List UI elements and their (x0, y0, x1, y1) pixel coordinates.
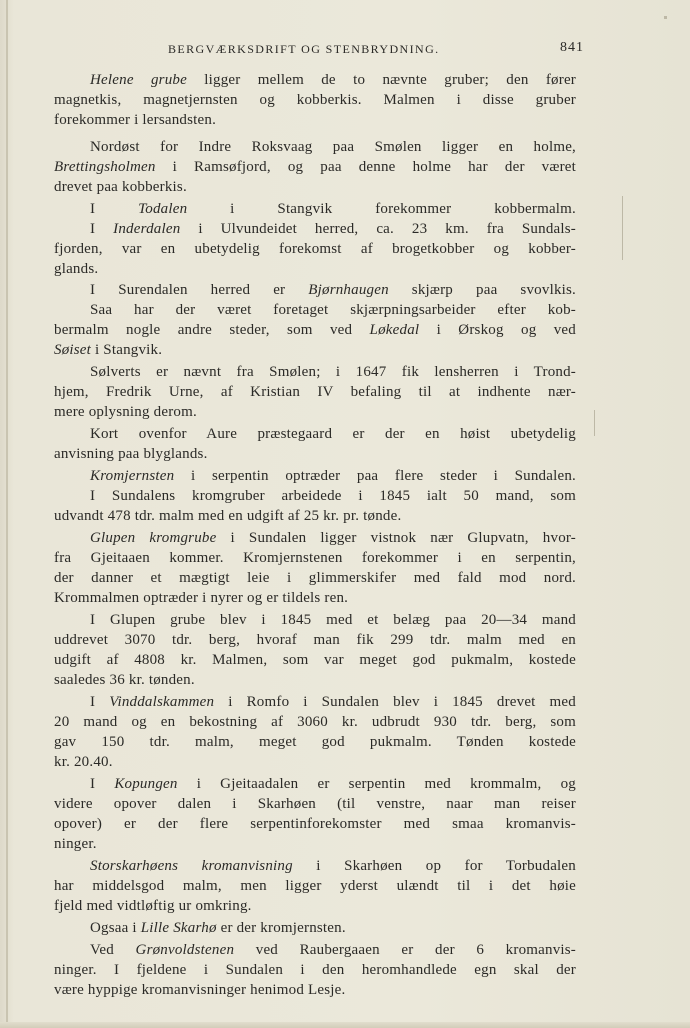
italic-place-name: Inderdalen (113, 221, 181, 237)
text-line (54, 382, 576, 402)
italic-place-name: Glupen kromgrube (90, 530, 217, 546)
text-line (90, 300, 576, 320)
line-text: i Stangvik forekommer kobbermalm. (187, 201, 576, 217)
line-text: 20 mand og en bekostning af 3060 kr. udbrudt 930 tdr. berg, som (54, 714, 576, 730)
text-line (54, 650, 576, 670)
line-text: Krommalmen optræder i nyrer og er tildels ren. (54, 590, 349, 606)
line-text: er der kromjernsten. (216, 920, 346, 936)
margin-mark (594, 410, 595, 436)
line-text: I Sundalens kromgruber arbeidede i 1845 ialt 50 mand, som (90, 488, 576, 504)
line-text: udgift af 4808 kr. Malmen, som var meget god pukmalm, kostede (54, 652, 576, 668)
line-text: forekommer i lersandsten. (54, 112, 217, 128)
corner-mark (664, 16, 667, 19)
line-text: i serpentin optræder paa flere steder i Sundalen. (174, 468, 576, 484)
italic-place-name: Brettingsholmen (54, 159, 156, 175)
italic-place-name: Lille Skarhø (140, 920, 217, 936)
line-text: I (90, 776, 115, 792)
line-text: mere oplysning derom. (54, 404, 197, 420)
text-line (54, 239, 576, 259)
line-text: i Ørskog og ved (419, 322, 576, 338)
text-line (90, 774, 576, 794)
line-text: anvisning paa blyglands. (54, 446, 208, 462)
italic-place-name: Storskarhøens kromanvisning (90, 858, 293, 874)
line-text: I Surendalen herred er (90, 282, 309, 298)
line-text: ninger. (54, 836, 97, 852)
line-text: har middelsgod malm, men ligger yderst ulændt til i det høie (54, 878, 576, 894)
line-text: magnetkis, magnetjernsten og kobberkis. Malmen i disse gruber (54, 92, 576, 108)
text-line (90, 424, 576, 444)
line-text: Kort ovenfor Aure præstegaard er der en høist ubetydelig (90, 426, 576, 442)
line-text: Sølverts er nævnt fra Smølen; i 1647 fik lensherren i Trond- (90, 364, 576, 380)
line-text: fra Gjeitaaen kommer. Kromjernstenen forekommer i en serpentin, (54, 550, 576, 566)
text-line (54, 794, 576, 814)
text-line (90, 918, 576, 938)
text-line (90, 70, 576, 90)
line-text: opover) er der flere serpentinforekomster med smaa kromanvis- (54, 816, 576, 832)
line-text: uddrevet 3070 tdr. berg, hvoraf man fik 299 tdr. malm med en (54, 632, 576, 648)
line-text: I (90, 221, 114, 237)
text-line (54, 157, 576, 177)
line-text: Ved (90, 942, 136, 958)
line-text: fjorden, var en ubetydelig forekomst af brogetkobber og kobber- (54, 241, 576, 257)
line-text: I (90, 694, 110, 710)
page-number: 841 (560, 40, 584, 55)
text-line (54, 960, 576, 980)
text-line (54, 402, 576, 422)
text-line (54, 90, 576, 110)
text-line (90, 856, 576, 876)
text-line (54, 814, 576, 834)
italic-place-name: Kopungen (114, 776, 178, 792)
text-line (90, 219, 576, 239)
text-line (54, 568, 576, 588)
text-line (54, 548, 576, 568)
text-line (90, 692, 576, 712)
line-text: saaledes 36 kr. tønden. (54, 672, 195, 688)
line-text: videre opover dalen i Skarhøen (til venstre, naar man reiser (54, 796, 576, 812)
text-line (90, 528, 576, 548)
line-text: der danner et mægtigt leie i glimmerskifer med fald mod nord. (54, 570, 576, 586)
line-text: hjem, Fredrik Urne, af Kristian IV befaling til at indhente nær- (54, 384, 576, 400)
page-bottom-edge (0, 1022, 690, 1028)
text-line (54, 340, 576, 360)
text-line (54, 177, 576, 197)
text-line (54, 876, 576, 896)
text-line (54, 110, 576, 130)
line-text: bermalm nogle andre steder, som ved (54, 322, 370, 338)
text-line (90, 610, 576, 630)
line-text: i Gjeitaadalen er serpentin med krommalm, og (177, 776, 576, 792)
line-text: udvandt 478 tdr. malm med en udgift af 25 kr. pr. tønde. (54, 508, 402, 524)
line-text: skjærp paa svovlkis. (388, 282, 576, 298)
text-line (54, 752, 576, 772)
italic-place-name: Helene grube (90, 72, 187, 88)
line-text: gav 150 tdr. malm, meget god pukmalm. Tønden kostede (54, 734, 576, 750)
text-line (54, 320, 576, 340)
text-line (90, 199, 576, 219)
text-line (90, 466, 576, 486)
text-line (54, 444, 576, 464)
line-text: fjeld med vidtløftig ur omkring. (54, 898, 252, 914)
line-text: ninger. I fjeldene i Sundalen i den heromhandlede egn skal der (54, 962, 576, 978)
line-text: i Sundalen ligger vistnok nær Glupvatn, hvor- (216, 530, 576, 546)
line-text: i Skarhøen op for Torbudalen (292, 858, 576, 874)
text-line (54, 712, 576, 732)
line-text: i Stangvik. (91, 342, 163, 358)
line-text: ved Raubergaaen er der 6 kromanvis- (234, 942, 576, 958)
text-line (90, 486, 576, 506)
text-line (54, 506, 576, 526)
line-text: i Romfo i Sundalen blev i 1845 drevet med (214, 694, 576, 710)
text-line (90, 362, 576, 382)
text-line (90, 137, 576, 157)
margin-mark (622, 196, 623, 260)
text-line (90, 940, 576, 960)
text-line (54, 732, 576, 752)
italic-place-name: Vinddalskammen (109, 694, 215, 710)
text-line (90, 280, 576, 300)
text-line (54, 834, 576, 854)
line-text: I Glupen grube blev i 1845 med et belæg paa 20—34 mand (90, 612, 576, 628)
italic-place-name: Grønvoldstenen (135, 942, 235, 958)
line-text: i Ulvundeidet herred, ca. 23 km. fra Sundals- (180, 221, 576, 237)
italic-place-name: Todalen (138, 201, 188, 217)
line-text: ligger mellem de to nævnte gruber; den fører (186, 72, 576, 88)
italic-place-name: Løkedal (369, 322, 420, 338)
text-line (54, 588, 576, 608)
italic-place-name: Kromjernsten (90, 468, 175, 484)
italic-place-name: Bjørnhaugen (308, 282, 389, 298)
text-line (54, 630, 576, 650)
line-text: Ogsaa i (90, 920, 141, 936)
running-header (168, 42, 584, 62)
line-text: drevet paa kobberkis. (54, 179, 187, 195)
line-text: Nordøst for Indre Roksvaag paa Smølen ligger en holme, (90, 139, 576, 155)
line-text: I (90, 201, 139, 217)
header-title: BERGVÆRKSDRIFT OG STENBRYDNING. (168, 42, 440, 56)
binding-edge (6, 0, 8, 1028)
text-line (54, 896, 576, 916)
text-line (54, 259, 576, 279)
text-line (54, 670, 576, 690)
line-text: glands. (54, 261, 99, 277)
line-text: kr. 20.40. (54, 754, 113, 770)
line-text: være hyppige kromanvisninger henimod Lesje. (54, 982, 346, 998)
line-text: Saa har der været foretaget skjærpningsarbeider efter kob- (90, 302, 576, 318)
italic-place-name: Søiset (54, 342, 92, 358)
text-line (54, 980, 576, 1000)
line-text: i Ramsøfjord, og paa denne holme har der været (155, 159, 576, 175)
